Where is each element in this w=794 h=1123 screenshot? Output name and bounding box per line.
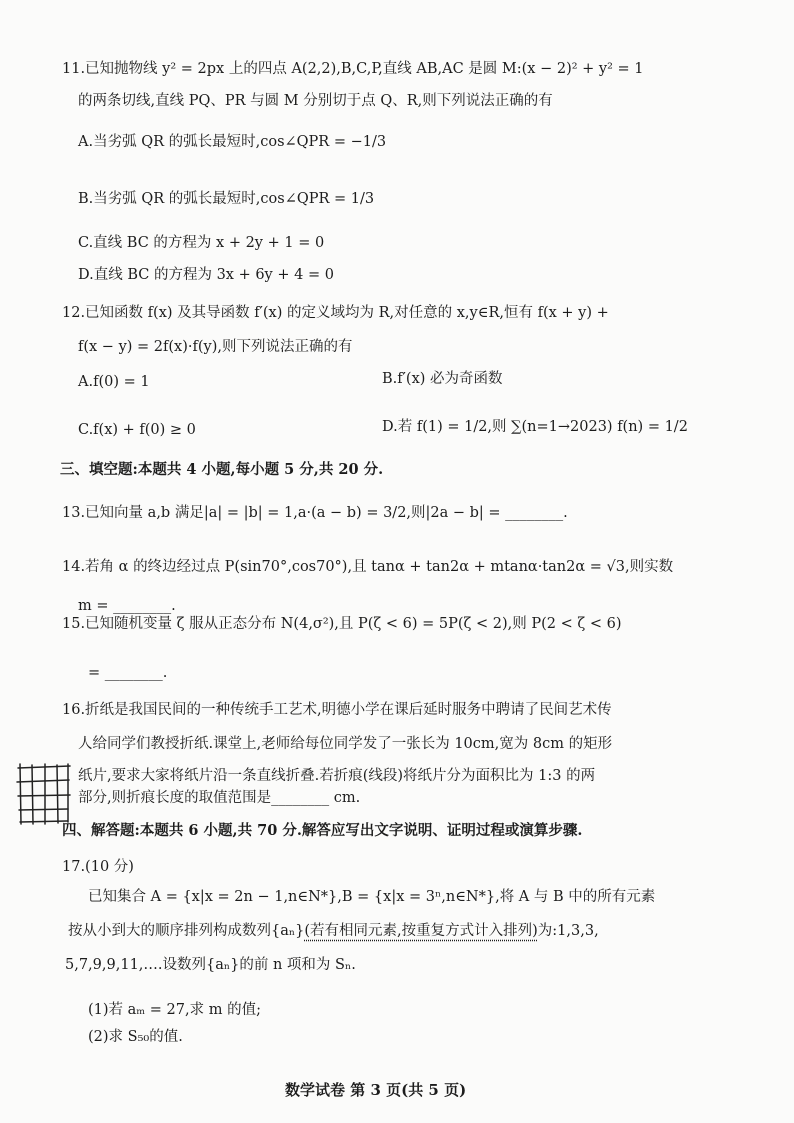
q16-line2: 人给同学们教授折纸.课堂上,老师给每位同学发了一张长为 10cm,宽为 8cm 的矩形	[78, 736, 613, 752]
q12-option-c: C.f(x) + f(0) ≥ 0	[78, 422, 196, 438]
q15-line2: = ________.	[88, 665, 168, 681]
q16-line1: 16.折纸是我国民间的一种传统手工艺术,明德小学在课后延时服务中聘请了民间艺术传	[62, 702, 612, 718]
q17-line2-start: 按从小到大的顺序排列构成数列{aₙ}	[68, 923, 305, 939]
q17-part1: (1)若 aₘ = 27,求 m 的值;	[88, 1002, 261, 1018]
q13-text: 13.已知向量 a,b 满足|a| = |b| = 1,a·(a − b) = 3/2,则|2a − b| = ________.	[62, 505, 568, 521]
section-3-heading: 三、填空题:本题共 4 小题,每小题 5 分,共 20 分.	[60, 461, 384, 478]
q11-option-a: A.当劣弧 QR 的弧长最短时,cos∠QPR = −1/3	[78, 134, 387, 150]
q14-line2: m = ________.	[78, 598, 176, 614]
q17-header: 17.(10 分)	[62, 859, 134, 875]
q11-line2: 的两条切线,直线 PQ、PR 与圆 M 分别切于点 Q、R,则下列说法正确的有	[78, 93, 553, 109]
q12-option-b: B.f′(x) 必为奇函数	[382, 371, 503, 387]
q14-line1: 14.若角 α 的终边经过点 P(sin70°,cos70°),且 tanα + tan2α + mtanα·tan2α = √3,则实数	[62, 559, 674, 575]
section-4-heading: 四、解答题:本题共 6 小题,共 70 分.解答应写出文字说明、证明过程或演算步骤.	[62, 822, 583, 839]
q12-option-a: A.f(0) = 1	[78, 374, 150, 390]
q17-part2: (2)求 S₅₀的值.	[88, 1029, 183, 1045]
q16-line3: 纸片,要求大家将纸片沿一条直线折叠.若折痕(线段)将纸片分为面积比为 1:3 的两	[78, 768, 596, 784]
q17-line2-end: 为:1,3,3,	[537, 923, 599, 939]
q17-line2	[68, 924, 599, 939]
q17-line3: 5,7,9,9,11,….设数列{aₙ}的前 n 项和为 Sₙ.	[65, 957, 356, 973]
q17-line2-emphasis: (若有相同元素,按重复方式计入排列)	[304, 923, 538, 939]
q12-line2: f(x − y) = 2f(x)·f(y),则下列说法正确的有	[78, 339, 353, 355]
q11-option-d: D.直线 BC 的方程为 3x + 6y + 4 = 0	[78, 267, 334, 283]
q11-option-c: C.直线 BC 的方程为 x + 2y + 1 = 0	[78, 235, 325, 251]
q16-line4: 部分,则折痕长度的取值范围是________ cm.	[78, 790, 361, 806]
q11-option-b: B.当劣弧 QR 的弧长最短时,cos∠QPR = 1/3	[78, 191, 375, 207]
q15-line1: 15.已知随机变量 ζ 服从正态分布 N(4,σ²),且 P(ζ < 6) = 5P(ζ < 2),则 P(2 < ζ < 6)	[62, 616, 622, 632]
page-footer: 数学试卷 第 3 页(共 5 页)	[285, 1081, 467, 1099]
handwritten-grid-sketch	[12, 758, 74, 828]
q12-option-d: D.若 f(1) = 1/2,则 ∑(n=1→2023) f(n) = 1/2	[382, 419, 688, 435]
q12-line1: 12.已知函数 f(x) 及其导函数 f′(x) 的定义域均为 R,对任意的 x,y∈R,恒有 f(x + y) +	[62, 305, 609, 321]
q17-line1: 已知集合 A = {x|x = 2n − 1,n∈N*},B = {x|x = 3ⁿ,n∈N*},将 A 与 B 中的所有元素	[88, 889, 656, 905]
q11-line1: 11.已知抛物线 y² = 2px 上的四点 A(2,2),B,C,P,直线 AB,AC 是圆 M:(x − 2)² + y² = 1	[62, 61, 644, 77]
